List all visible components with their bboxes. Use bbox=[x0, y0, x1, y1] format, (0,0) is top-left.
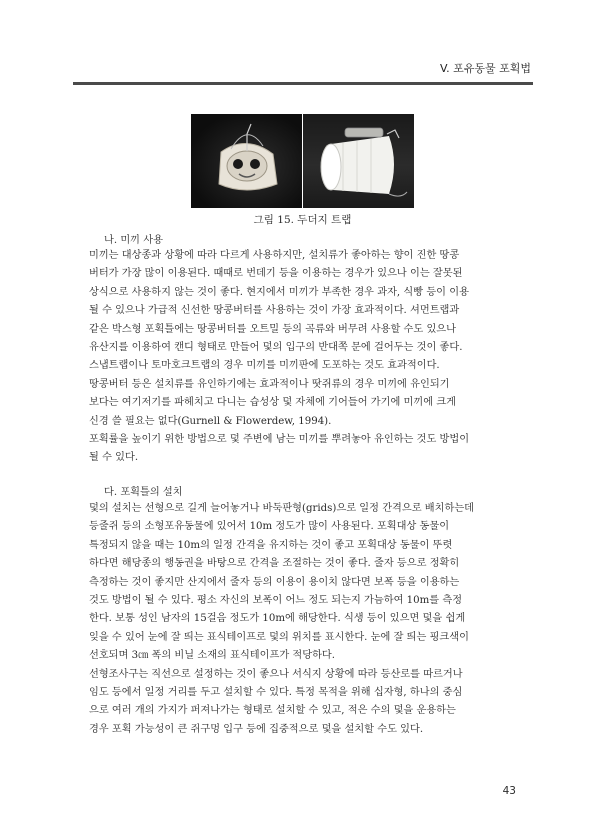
body-line: 될 수 있다. bbox=[89, 452, 139, 464]
body-line: 하다면 해당종의 행동권을 바탕으로 간격을 조절하는 것이 좋다. 줄자 등으로 정확히 bbox=[89, 558, 460, 570]
body-line: 특정되지 않을 때는 10m의 일정 간격을 유지하는 것이 좋고 포획대상 동물이 뚜렷 bbox=[89, 539, 453, 551]
page-number: 43 bbox=[502, 785, 516, 797]
figure-mole-trap bbox=[191, 114, 414, 208]
mole-trap-photo-front bbox=[191, 114, 302, 208]
running-header bbox=[73, 52, 533, 85]
section-body-trap-setup bbox=[89, 500, 529, 739]
body-line: 임도 등에서 일정 거리를 두고 설치할 수 있다. 특정 목적을 위해 십자형, 하나의 중심 bbox=[89, 687, 463, 699]
body-line: 땅콩버터 등은 설치류를 유인하기에는 효과적이나 땃쥐류의 경우 미끼에 유인되기 bbox=[89, 378, 450, 390]
body-line: 등줄쥐 등의 소형포유동물에 있어서 10m 정도가 많이 사용된다. 포획대상 동물이 bbox=[89, 521, 450, 533]
body-line: 선형조사구는 직선으로 설정하는 것이 좋으나 서식지 상황에 따라 등산로를 따르거나 bbox=[89, 668, 463, 680]
figure-caption: 그림 15. 두더지 트랩 bbox=[253, 214, 352, 226]
body-line: 유산지를 이용하여 캔디 형태로 만들어 덫의 입구의 반대쪽 문에 걸어두는 것이 좋다. bbox=[89, 342, 463, 354]
section-heading-trap-setup: 다. 포획틀의 설치 bbox=[104, 487, 183, 498]
body-line: 덫의 설치는 선형으로 길게 늘어놓거나 바둑판형(grids)으로 일정 간격으로 배치하는데 bbox=[89, 503, 475, 514]
body-line: 보다는 여기저기를 파헤치고 다니는 습성상 덫 자체에 기어들어 가기에 미끼에 크게 bbox=[89, 397, 456, 409]
body-line: 신경 쓸 필요는 없다(Gurnell & Flowerdew, 1994). bbox=[89, 415, 332, 427]
chapter-title: V. 포유동물 포획법 bbox=[440, 62, 531, 75]
body-line: 스냅트랩이나 토마호크트랩의 경우 미끼를 미끼판에 도포하는 것도 효과적이다. bbox=[89, 360, 440, 372]
body-line: 같은 박스형 포획틀에는 땅콩버터를 오트밀 등의 곡류와 버무려 사용할 수도 있으나 bbox=[89, 323, 456, 335]
body-line: 것도 방법이 될 수 있다. 평소 자신의 보폭이 어느 정도 되는지 가늠하여 10m를 측정 bbox=[89, 595, 463, 607]
mole-trap-photo-side bbox=[303, 114, 414, 208]
body-line: 포획률을 높이기 위한 방법으로 덫 주변에 남는 미끼를 뿌려놓아 유인하는 것도 방법이 bbox=[89, 434, 470, 446]
body-line: 경우 포획 가능성이 큰 쥐구멍 입구 등에 집중적으로 덫을 설치할 수도 있다. bbox=[89, 723, 424, 735]
body-line: 미끼는 대상종과 상황에 따라 다르게 사용하지만, 설치류가 좋아하는 향이 진한 땅콩 bbox=[89, 250, 460, 261]
body-line: 측정하는 것이 좋지만 산지에서 줄자 등의 이용이 용이치 않다면 보폭 등을 이용하는 bbox=[89, 576, 460, 588]
body-line: 선호되며 3㎝ 폭의 비닐 소재의 표식테이프가 적당하다. bbox=[89, 650, 335, 662]
body-line: 으로 여러 개의 가지가 퍼져나가는 형태로 설치할 수 있고, 적은 수의 덫을 운용하는 bbox=[89, 705, 456, 717]
body-line: 버터가 가장 많이 이용된다. 때때로 번데기 등을 이용하는 경우가 있으나 이는 잘못된 bbox=[89, 268, 463, 280]
body-line: 될 수 있으나 가급적 신선한 땅콩버터를 사용하는 것이 가장 효과적이다. 셔먼트랩과 bbox=[89, 305, 460, 317]
body-line: 잊을 수 있어 눈에 잘 띄는 표식테이프로 덫의 위치를 표시한다. 눈에 잘 띄는 핑크색이 bbox=[89, 631, 469, 643]
body-line: 한다. 보통 성인 남자의 15걸음 정도가 10m에 해당한다. 식생 등이 있으면 덫을 쉽게 bbox=[89, 613, 466, 625]
section-heading-bait: 나. 미끼 사용 bbox=[104, 235, 163, 246]
body-line: 상식으로 사용하지 않는 것이 좋다. 현지에서 미끼가 부족한 경우 과자, 식빵 등이 이용 bbox=[89, 286, 469, 298]
section-body-bait bbox=[89, 247, 529, 468]
